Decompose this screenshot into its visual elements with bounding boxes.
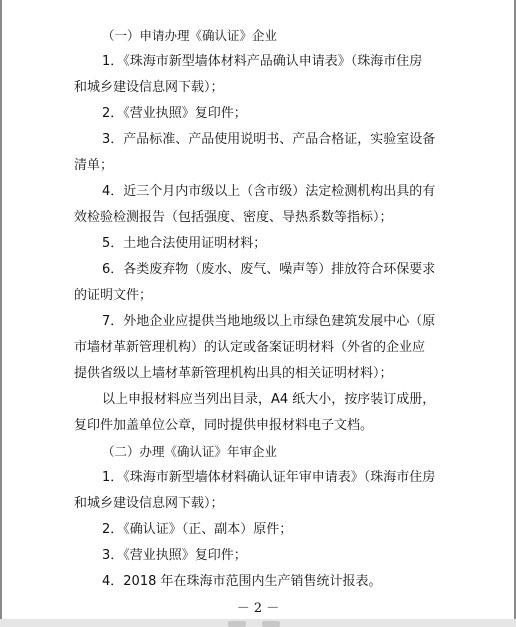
section2-item3: 3．《营业执照》复印件； [102,548,247,563]
section1-heading: （一）申请办理《确认证》企业 [102,28,278,43]
section1-item7-line3: 提供省级以上墙材革新管理机构出具的相关证明材料）； [74,366,393,381]
section2-heading: （二）办理《确认证》年审企业 [102,444,278,459]
section1-item4-line1: 4．近三个月内市级以上（含市级）法定检测机构出具的有 [102,184,436,199]
section1-note-line1: 以上申报材料应当列出目录，A4 纸大小，按序装订成册， [102,392,436,407]
page-number: － 2 － [236,601,280,616]
section1-item6-line1: 6．各类废弃物（废水、废气、噪声等）排放符合环保要求 [102,262,436,277]
section1-item1-line2: 和城乡建设信息网下载）； [74,80,224,95]
section1-item2: 2．《营业执照》复印件； [102,106,247,121]
section1-item7-line2: 市墙材革新管理机构）的认定或备案证明材料（外省的企业应 [74,340,426,355]
section2-item1-line1: 1．《珠海市新型墙体材料确认证年审申请表》（珠海市住房 [102,470,436,485]
section1-note-line2: 复印件加盖单位公章，同时提供申报材料电子文档。 [74,418,374,433]
document-page [2,0,514,627]
section2-item2: 2．《确认证》（正、副本）原件； [102,522,293,537]
section2-item1-line2: 和城乡建设信息网下载）； [74,496,224,511]
section1-item1-line1: 1．《珠海市新型墙体材料产品确认申请表》（珠海市住房 [102,54,423,69]
section2-item4: 4．2018 年在珠海市范围内生产销售统计报表。 [102,574,382,589]
section1-item3-line2: 清单； [74,158,114,173]
section1-item6-line2: 的证明文件； [74,288,153,303]
section1-item7-line1: 7．外地企业应提供当地地级以上市绿色建筑发展中心（原 [102,314,436,329]
section1-item4-line2: 效检验检测报告（包括强度、密度、导热系数等指标）； [74,210,393,225]
viewer-toolbar-strip [0,619,516,627]
section1-item3-line1: 3．产品标准、产品使用说明书、产品合格证，实验室设备 [102,132,436,147]
toolbar-button-left[interactable] [228,621,246,627]
section1-item5: 5．土地合法使用证明材料； [102,236,267,251]
toolbar-button-right[interactable] [262,621,280,627]
